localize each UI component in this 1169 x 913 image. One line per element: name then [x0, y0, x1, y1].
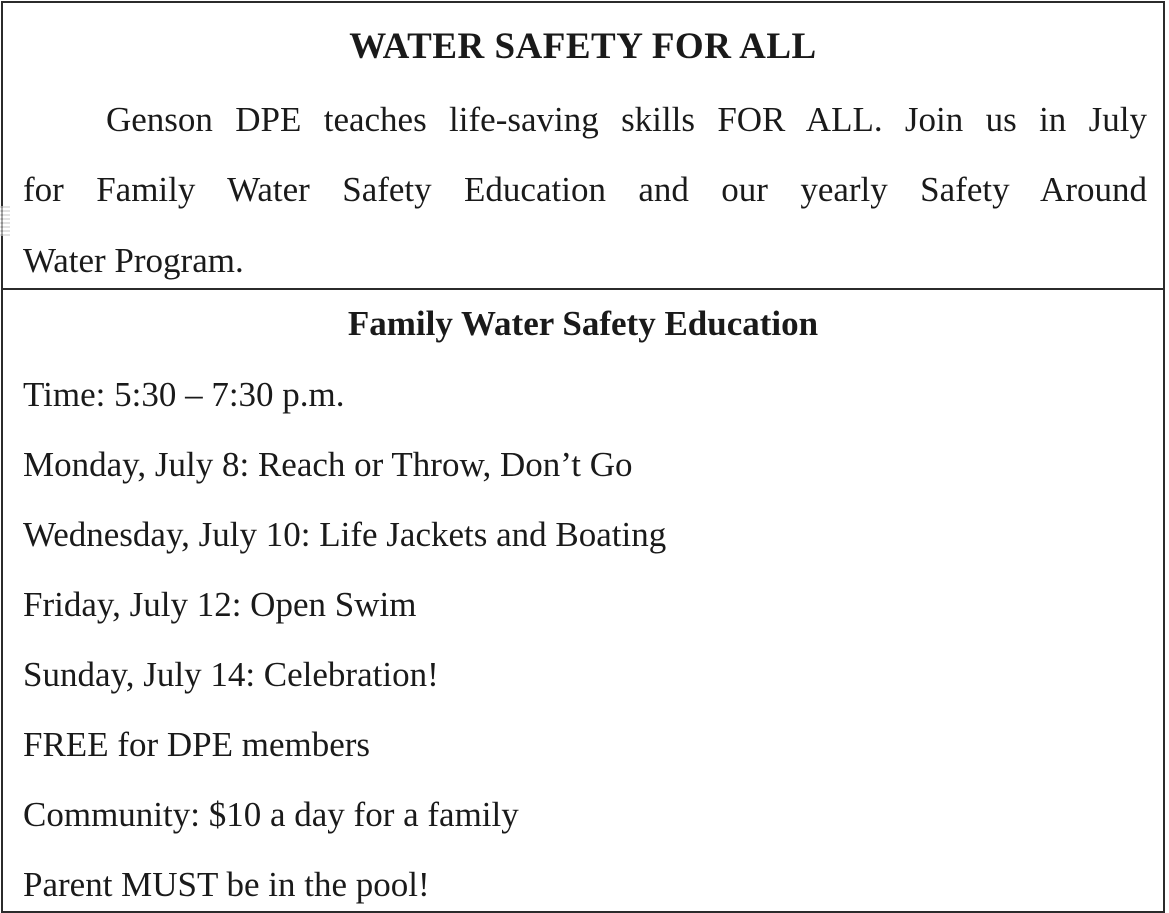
scan-artifact — [0, 206, 10, 236]
program-community-price: Community: $10 a day for a family — [23, 795, 519, 834]
program-member-price: FREE for DPE members — [23, 725, 371, 764]
program-section — [3, 290, 1163, 912]
intro-line-3: Water Program. — [23, 241, 244, 280]
program-time: Time: 5:30 – 7:30 p.m. — [23, 375, 345, 414]
program-wednesday: Wednesday, July 10: Life Jackets and Boating — [23, 515, 667, 554]
intro-line-1: Genson DPE teaches life-saving skills FOR ALL. Join us in July — [106, 100, 1147, 139]
intro-line-2: for Family Water Safety Education and our yearly Safety Around — [23, 170, 1147, 209]
program-monday: Monday, July 8: Reach or Throw, Don’t Go — [23, 445, 633, 484]
notice-title: WATER SAFETY FOR ALL — [349, 26, 817, 67]
program-title: Family Water Safety Education — [347, 304, 819, 343]
notice-intro-section — [3, 3, 1163, 290]
program-friday: Friday, July 12: Open Swim — [23, 585, 417, 624]
program-sunday: Sunday, July 14: Celebration! — [23, 655, 439, 694]
notice-frame — [1, 1, 1165, 913]
program-parent-rule: Parent MUST be in the pool! — [23, 865, 430, 904]
